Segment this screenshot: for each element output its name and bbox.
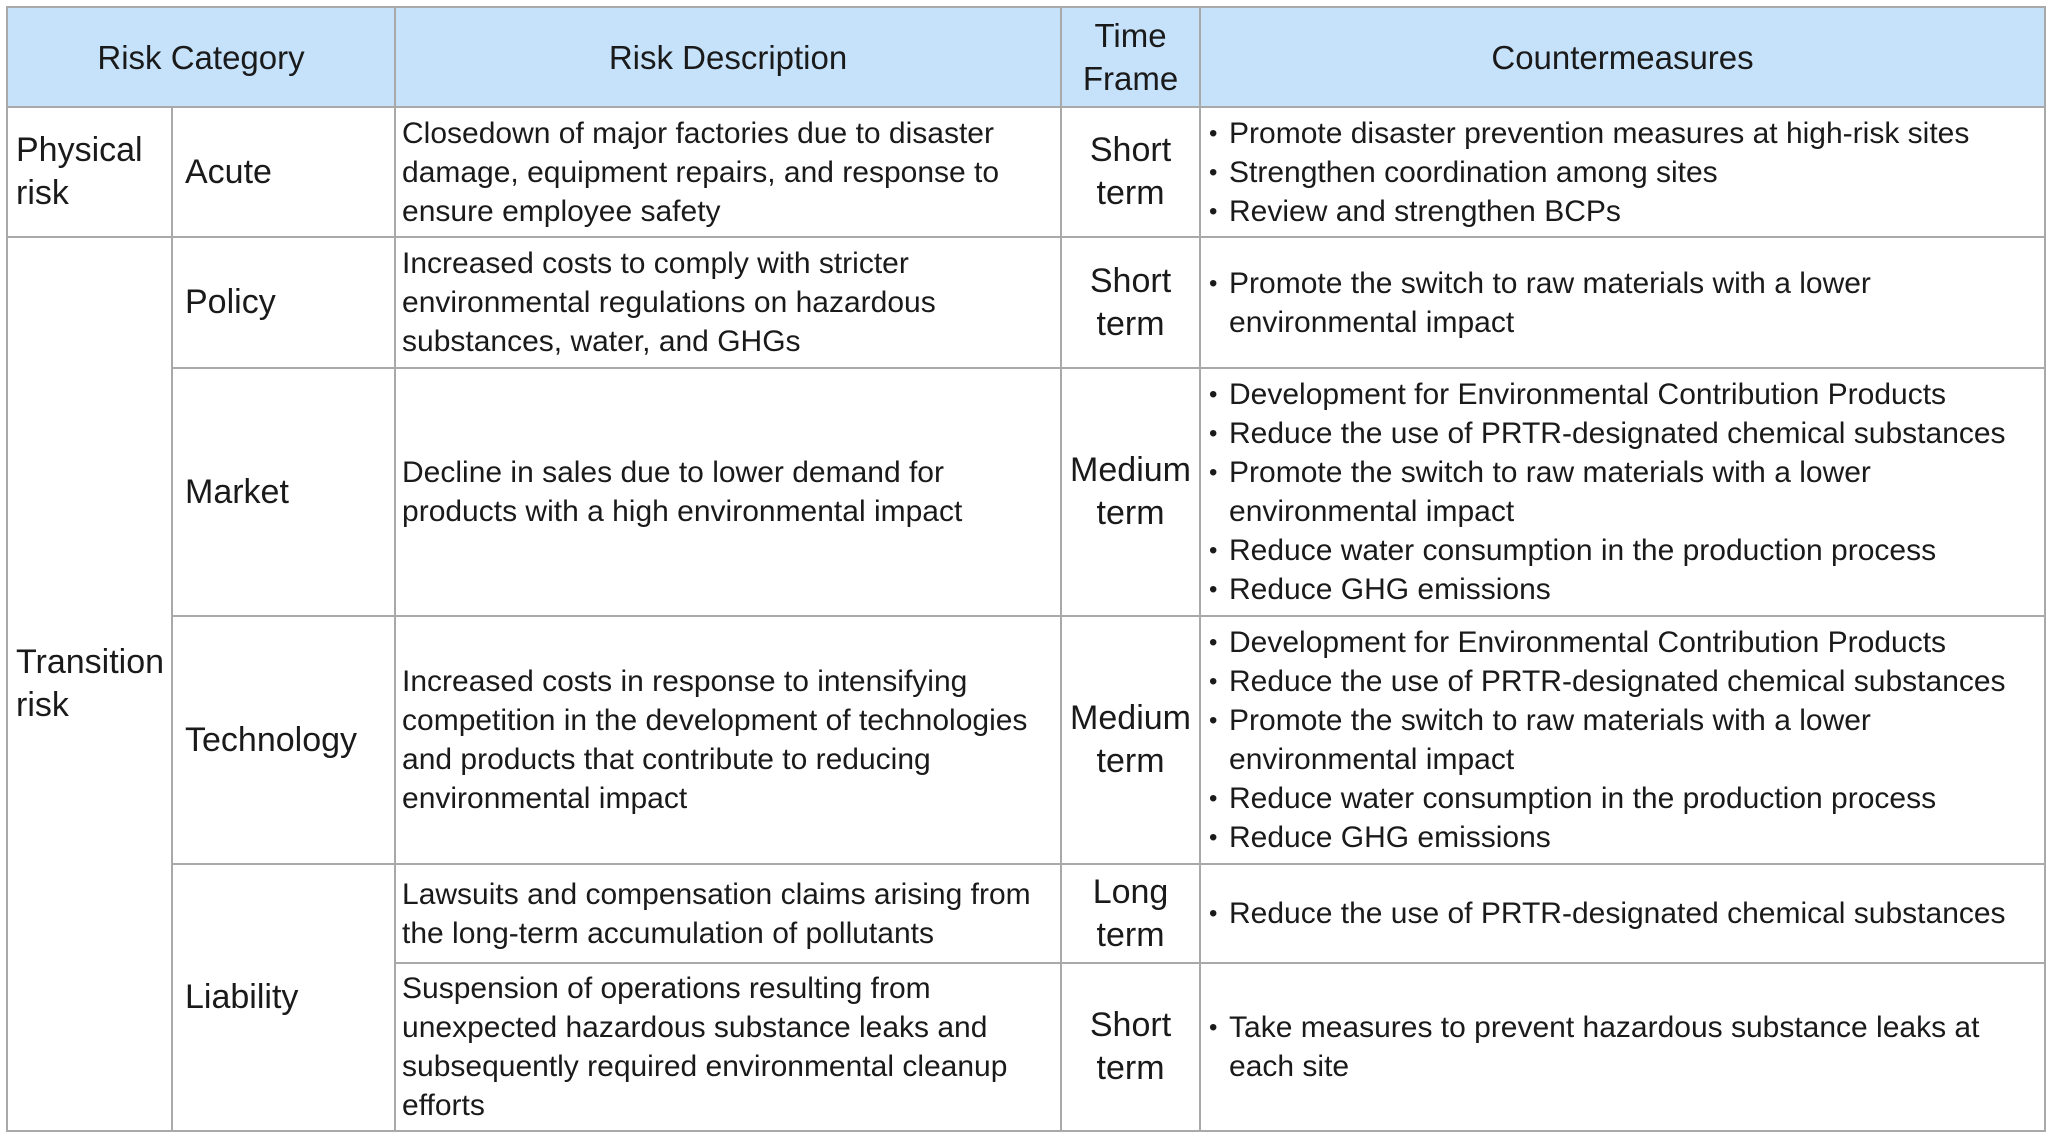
countermeasure-item: • Promote disaster prevention measures at high-risk sites bbox=[1207, 114, 2040, 153]
risk-description: Increased costs in response to intensifying competition in the development of technologies and products that contribute to reducing environmental impact bbox=[395, 616, 1061, 864]
header-countermeasures: Countermeasures bbox=[1200, 7, 2045, 107]
countermeasure-item: • Promote the switch to raw materials with a lower environmental impact bbox=[1207, 264, 2040, 342]
countermeasures-list bbox=[1207, 623, 2040, 857]
category-transition-risk: Transition risk bbox=[7, 237, 172, 1131]
countermeasures-cell bbox=[1200, 237, 2045, 368]
countermeasure-item: • Review and strengthen BCPs bbox=[1207, 192, 2040, 231]
countermeasures-list bbox=[1207, 114, 2040, 231]
countermeasures-cell bbox=[1200, 963, 2045, 1131]
header-risk-category: Risk Category bbox=[7, 7, 395, 107]
table-row bbox=[7, 864, 2045, 963]
subcategory-liability: Liability bbox=[172, 864, 395, 1131]
risk-description: Lawsuits and compensation claims arising from the long-term accumulation of pollutants bbox=[395, 864, 1061, 963]
countermeasure-item: • Promote the switch to raw materials with a lower environmental impact bbox=[1207, 453, 2040, 531]
subcategory-policy: Policy bbox=[172, 237, 395, 368]
countermeasure-item: • Take measures to prevent hazardous substance leaks at each site bbox=[1207, 1008, 2040, 1086]
risk-description: Closedown of major factories due to disaster damage, equipment repairs, and response to ensure employee safety bbox=[395, 107, 1061, 237]
table-row bbox=[7, 107, 2045, 237]
countermeasure-item: • Reduce the use of PRTR-designated chemical substances bbox=[1207, 894, 2040, 933]
countermeasure-item: • Reduce GHG emissions bbox=[1207, 818, 2040, 857]
header-time-frame: Time Frame bbox=[1061, 7, 1200, 107]
countermeasures-list bbox=[1207, 1008, 2040, 1086]
countermeasures-list bbox=[1207, 375, 2040, 609]
category-physical-risk: Physical risk bbox=[7, 107, 172, 237]
countermeasures-list bbox=[1207, 264, 2040, 342]
countermeasures-cell bbox=[1200, 864, 2045, 963]
countermeasure-item: • Reduce water consumption in the production process bbox=[1207, 779, 2040, 818]
table-row bbox=[7, 616, 2045, 864]
countermeasures-cell bbox=[1200, 368, 2045, 616]
countermeasures-cell bbox=[1200, 616, 2045, 864]
time-frame: Short term bbox=[1061, 963, 1200, 1131]
countermeasure-item: • Development for Environmental Contribution Products bbox=[1207, 375, 2040, 414]
risk-table bbox=[6, 6, 2046, 1132]
table-row bbox=[7, 237, 2045, 368]
countermeasure-item: • Reduce the use of PRTR-designated chemical substances bbox=[1207, 662, 2040, 701]
time-frame: Short term bbox=[1061, 107, 1200, 237]
countermeasure-item: • Strengthen coordination among sites bbox=[1207, 153, 2040, 192]
countermeasures-list bbox=[1207, 894, 2040, 933]
table-row bbox=[7, 368, 2045, 616]
subcategory-market: Market bbox=[172, 368, 395, 616]
countermeasure-item: • Reduce water consumption in the production process bbox=[1207, 531, 2040, 570]
countermeasure-item: • Reduce the use of PRTR-designated chemical substances bbox=[1207, 414, 2040, 453]
countermeasure-item: • Reduce GHG emissions bbox=[1207, 570, 2040, 609]
header-risk-description: Risk Description bbox=[395, 7, 1061, 107]
risk-description: Suspension of operations resulting from unexpected hazardous substance leaks and subsequently required environmental cleanup efforts bbox=[395, 963, 1061, 1131]
subcategory-acute: Acute bbox=[172, 107, 395, 237]
time-frame: Short term bbox=[1061, 237, 1200, 368]
header-row bbox=[7, 7, 2045, 107]
risk-description: Decline in sales due to lower demand for products with a high environmental impact bbox=[395, 368, 1061, 616]
subcategory-technology: Technology bbox=[172, 616, 395, 864]
countermeasure-item: • Development for Environmental Contribution Products bbox=[1207, 623, 2040, 662]
countermeasures-cell bbox=[1200, 107, 2045, 237]
time-frame: Long term bbox=[1061, 864, 1200, 963]
risk-description: Increased costs to comply with stricter environmental regulations on hazardous substances, water, and GHGs bbox=[395, 237, 1061, 368]
time-frame: Medium term bbox=[1061, 616, 1200, 864]
countermeasure-item: • Promote the switch to raw materials with a lower environmental impact bbox=[1207, 701, 2040, 779]
time-frame: Medium term bbox=[1061, 368, 1200, 616]
